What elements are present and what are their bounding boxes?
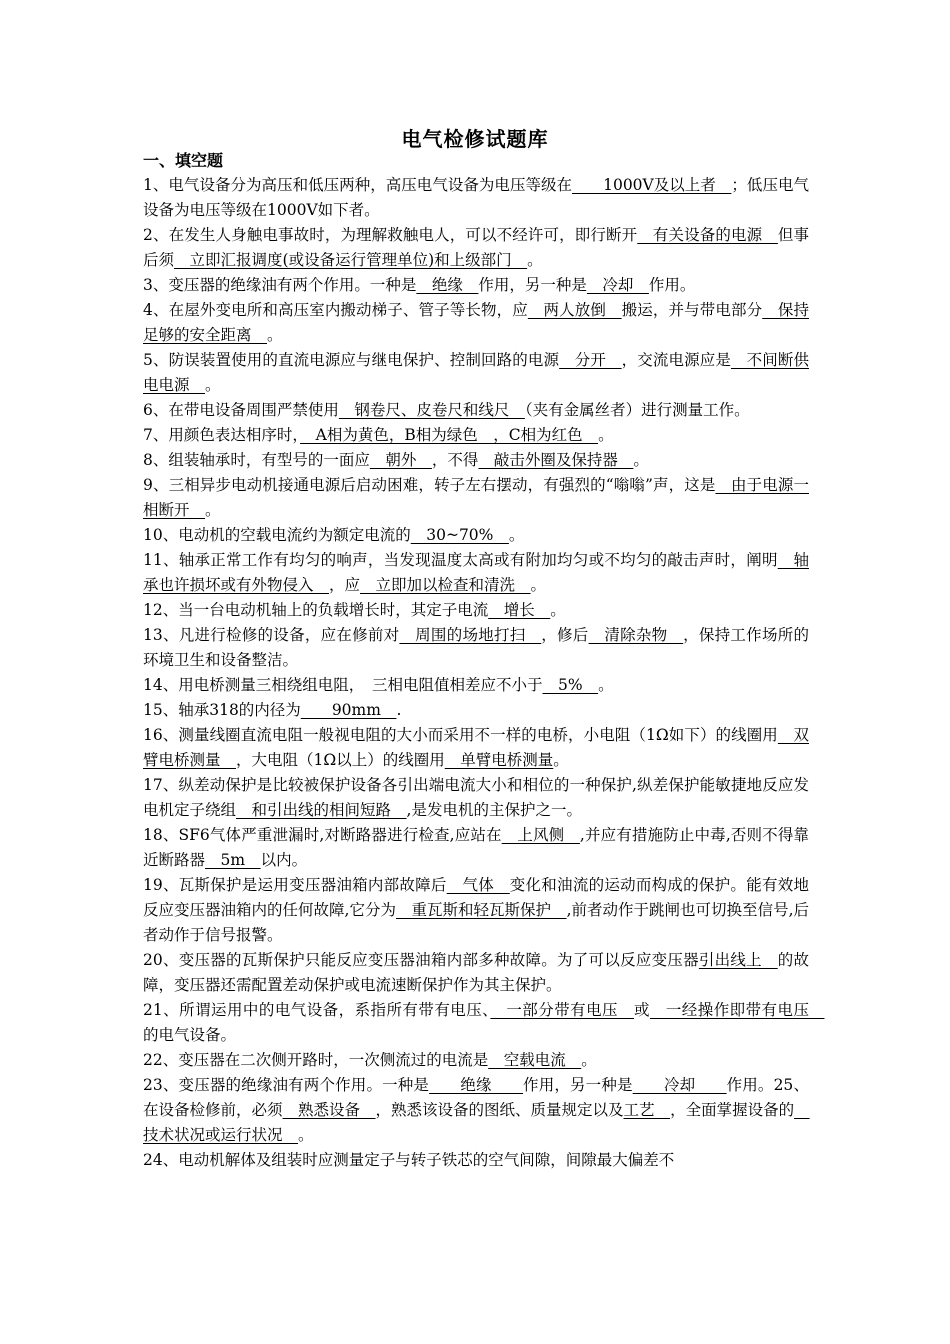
answer-blank: 5% (542, 676, 599, 694)
answer-blank: 重瓦斯和轻瓦斯保护 (396, 901, 567, 919)
document-title: 电气检修试题库 (401, 127, 549, 151)
question-text: 。 (530, 576, 547, 594)
question-text: ,前者动作于跳闸也可切换至信号,后者动作于信号报警。 (143, 901, 810, 944)
question-text: 23、变压器的绝缘油有两个作用。一种是 (143, 1076, 430, 1094)
question-text: 5、防误装置使用的直流电源应与继电保护、控制回路的电源 (143, 351, 560, 369)
question-text: 作用。25、在设备检修前，必须 (143, 1076, 809, 1119)
answer-blank: 钢卷尺、皮卷尺和线尺 (338, 401, 525, 419)
question-item (143, 773, 809, 823)
question-text: ，应 (329, 576, 361, 594)
question-item (143, 1073, 809, 1148)
answer-blank: 绝缘 (429, 1076, 524, 1094)
answer-blank: A相为黄色，B相为绿色 ，C相为红色 (300, 426, 599, 444)
answer-blank: 保持足够的安全距离 (143, 301, 809, 344)
answer-blank: 有关设备的电源 (637, 226, 778, 244)
question-text: 8、组装轴承时，有型号的一面应 (143, 451, 370, 469)
question-text: 17、纵差动保护是比较被保护设备各引出端电流大小和相位的一种保护,纵差保护能敏捷地反应发电机定子绕组 (143, 776, 809, 819)
question-item (143, 473, 809, 523)
question-text: 13、凡进行检修的设备，应在修前对 (143, 626, 400, 644)
question-item (143, 523, 809, 548)
question-text: 。 (205, 501, 221, 519)
answer-blank: 一部分带有电压 (490, 1001, 634, 1019)
question-item (143, 448, 809, 473)
question-text: 。 (550, 601, 566, 619)
question-item (143, 348, 809, 398)
answer-blank: 单臂电桥测量 (444, 751, 554, 769)
question-text: ,并应有措施防止中毒,否则不得靠近断路器 (143, 826, 809, 869)
question-text: 1、电气设备分为高压和低压两种，高压电气设备为电压等级在 (143, 176, 573, 194)
question-text: ，保持工作场所的环境卫生和设备整洁。 (143, 626, 809, 669)
answer-blank: 增长 (488, 601, 551, 619)
answer-blank: 1000V及以上者 (572, 176, 732, 194)
question-text: 15、轴承318的内径为 (143, 701, 301, 719)
question-text: ，全面掌握设备的 (670, 1101, 795, 1119)
answer-blank: 工艺 (623, 1101, 671, 1119)
question-item (143, 698, 809, 723)
question-text: 。 (298, 1126, 314, 1144)
question-item (143, 423, 809, 448)
question-text: 11、轴承正常工作有均匀的响声，当发现温度太高或有附加均匀或不均匀的敲击声时，阐明 (143, 551, 778, 569)
question-text: 以内。 (260, 851, 308, 869)
section-heading: 一、填空题 (143, 151, 224, 170)
question-text: 6、在带电设备周围严禁使用 (143, 401, 339, 419)
answer-blank: 不间断供电电源 (143, 351, 809, 394)
answer-blank: 90mm (300, 701, 397, 719)
question-text: 16、测量线圈直流电阻一般视电阻的大小而采用不一样的电桥，小电阻（1Ω如下）的线圈用 (143, 726, 778, 744)
question-text: ；低压电气设备为电压等级在1000V如下者。 (143, 176, 809, 219)
question-text: ，大电阻（1Ω以上）的线圈用 (236, 751, 445, 769)
question-text: 。 (581, 1051, 597, 1069)
answer-blank: 冷却 (586, 276, 649, 294)
question-text: ,是发电机的主保护之一。 (406, 801, 582, 819)
answer-blank: 30~70% (410, 526, 509, 544)
question-item (143, 548, 809, 598)
answer-blank: 两人放倒 (527, 301, 622, 319)
answer-blank: 周围的场地打扫 (399, 626, 542, 644)
question-text: 21、所谓运用中的电气设备，系指所有带有电压、 (143, 1001, 491, 1019)
question-text: 4、在屋外变电所和高压室内搬动梯子、管子等长物，应 (143, 301, 528, 319)
question-text: 9、三相异步电动机接通电源后启动困难，转子左右摆动，有强烈的“嗡嗡”声，这是 (143, 476, 716, 494)
question-text: 14、用电桥测量三相绕组电阻， 三相电阻值相差应不小于 (143, 676, 543, 694)
answer-blank: 绝缘 (416, 276, 479, 294)
question-text: 7、用颜色表达相序时， (143, 426, 301, 444)
question-item (143, 298, 809, 348)
answer-blank: 气体 (446, 876, 510, 894)
question-text: 。 (527, 251, 543, 269)
question-text: 搬运，并与带电部分 (621, 301, 763, 319)
answer-blank: 分开 (559, 351, 622, 369)
answer-blank: 冷却 (632, 1076, 727, 1094)
question-text: 22、变压器在二次侧开路时，一次侧流过的电流是 (143, 1051, 489, 1069)
question-text: 的电气设备。 (143, 1026, 237, 1044)
question-item (143, 1148, 809, 1173)
question-text: 10、电动机的空载电流约为额定电流的 (143, 526, 411, 544)
answer-blank: 清除杂物 (588, 626, 684, 644)
answer-blank: 5m (205, 851, 261, 869)
question-text: 但事后须 (143, 226, 809, 269)
question-text: 。 (553, 751, 569, 769)
question-item (143, 223, 809, 273)
question-text: 2、在发生人身触电事故时，为理解救触电人，可以不经许可，即行断开 (143, 226, 638, 244)
question-text: 作用。 (648, 276, 696, 294)
question-text: 。 (205, 376, 221, 394)
question-item (143, 723, 809, 773)
answer-blank: 朝外 (369, 451, 432, 469)
question-text: 的故障，变压器还需配置差动保护或电流速断保护作为其主保护。 (143, 951, 809, 994)
answer-blank: 熟悉设备 (282, 1101, 376, 1119)
answer-blank: 空载电流 (488, 1051, 582, 1069)
question-text: ，熟悉该设备的图纸、质量规定以及 (375, 1101, 624, 1119)
question-text: 作用，另一种是 (478, 276, 587, 294)
question-text: ，修后 (541, 626, 589, 644)
question-item (143, 673, 809, 698)
answer-blank: 轴承也许损坏或有外物侵入 (143, 551, 809, 594)
question-text: 作用，另一种是 (523, 1076, 633, 1094)
answer-blank: 双臂电桥测量 (143, 726, 809, 769)
question-item (143, 998, 825, 1048)
question-text: 24、电动机解体及组装时应测量定子与转子铁芯的空气间隙，间隙最大偏差不 (143, 1151, 675, 1169)
question-text: 12、当一台电动机轴上的负载增长时，其定子电流 (143, 601, 489, 619)
question-text: ，不得 (431, 451, 479, 469)
answer-blank: 立即汇报调度(或设备运行管理单位)和上级部门 (174, 251, 528, 269)
question-text: （夹有金属丝者）进行测量工作。 (524, 401, 750, 419)
question-text: ，交流电源应是 (621, 351, 731, 369)
question-item (143, 398, 809, 423)
question-item (143, 1048, 809, 1073)
answer-blank: 技术状况或运行状况 (143, 1101, 810, 1144)
question-item (143, 623, 809, 673)
question-item (143, 823, 809, 873)
question-text: 。 (598, 676, 614, 694)
question-text: 19、瓦斯保护是运用变压器油箱内部故障后 (143, 876, 447, 894)
answer-blank: 由于电源一相断开 (143, 476, 809, 519)
question-text: . (396, 701, 402, 719)
question-item (143, 273, 809, 298)
question-item (143, 873, 809, 948)
question-text: 3、变压器的绝缘油有两个作用。一种是 (143, 276, 417, 294)
question-text: 。 (598, 426, 614, 444)
question-text: 。 (508, 526, 525, 544)
question-text: 变化和油流的运动而构成的保护。能有效地反应变压器油箱内的任何故障,它分为 (143, 876, 809, 919)
question-item (143, 598, 809, 623)
question-text: 或 (633, 1001, 650, 1019)
answer-blank: 一经操作即带有电压 (649, 1001, 825, 1019)
question-text: 。 (267, 326, 283, 344)
question-item (143, 173, 809, 223)
question-text: 18、SF6气体严重泄漏时,对断路器进行检查,应站在 (143, 826, 502, 844)
question-text: 20、变压器的瓦斯保护只能反应变压器油箱内部多种故障。为了可以反应变压器 (143, 951, 699, 969)
question-text: 。 (633, 451, 649, 469)
answer-blank: 敲击外圈及保持器 (478, 451, 634, 469)
answer-blank: 上风侧 (501, 826, 580, 844)
document-content (143, 148, 825, 1173)
answer-blank: 和引出线的相间短路 (236, 801, 407, 819)
answer-blank: 立即加以检查和清洗 (360, 576, 531, 594)
answer-blank: 引出线上 (698, 951, 778, 969)
question-item (143, 948, 809, 998)
